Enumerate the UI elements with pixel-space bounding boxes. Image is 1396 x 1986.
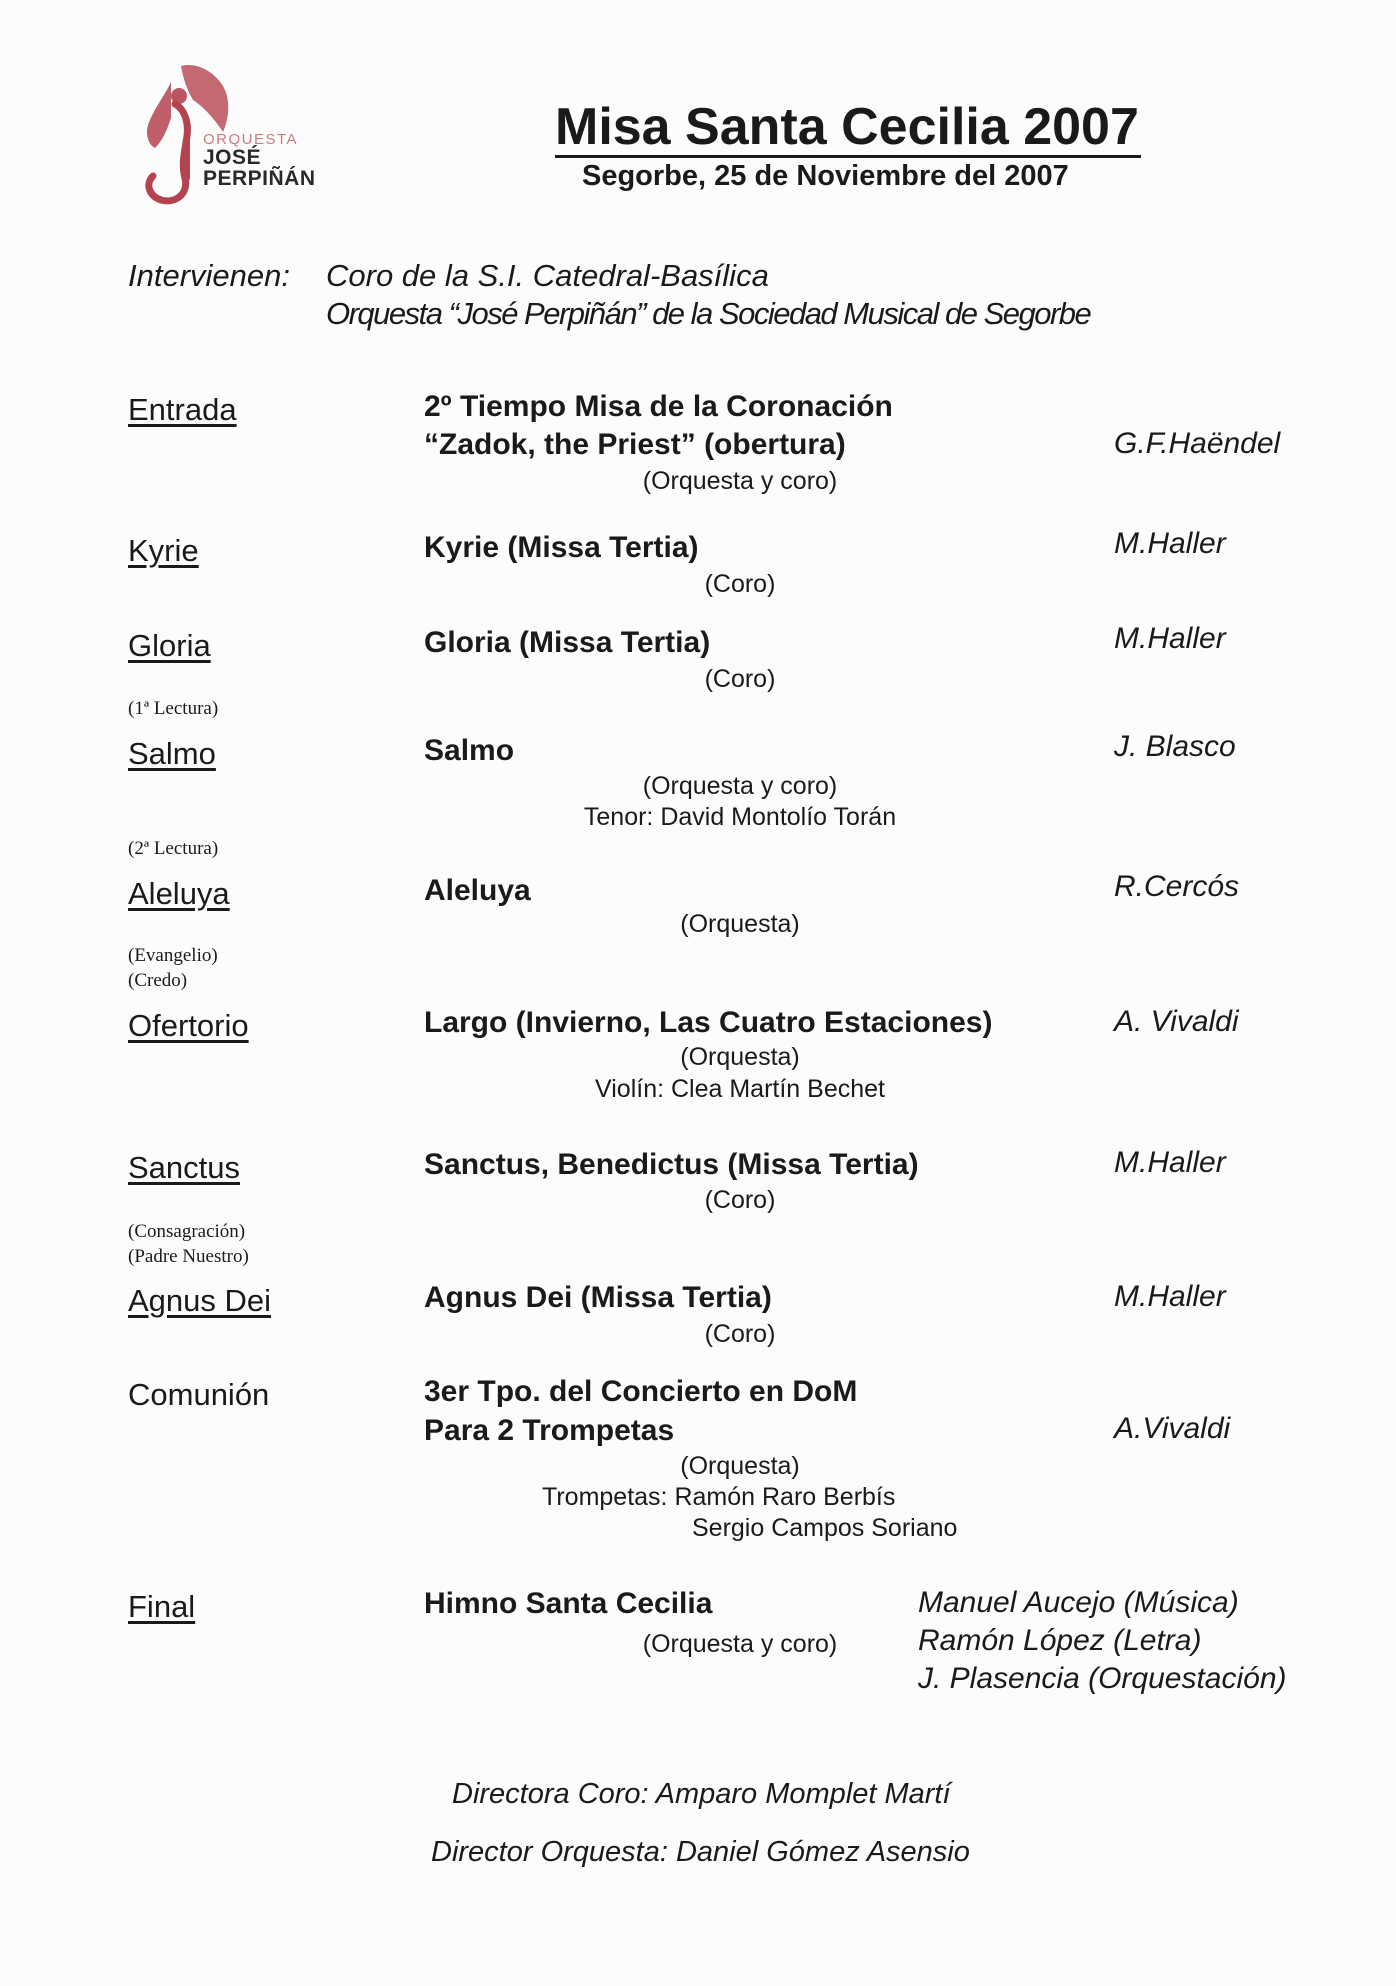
- logo-wordmark: [203, 132, 316, 189]
- section-salmo: Salmo: [128, 736, 216, 771]
- note-consagracion: (Consagración): [128, 1221, 246, 1242]
- performers-ofertorio: (Orquesta): [680, 1043, 800, 1071]
- section-comunion: Comunión: [128, 1377, 270, 1412]
- work-agnus-dei: Agnus Dei (Missa Tertia): [424, 1281, 772, 1314]
- work-aleluya: Aleluya: [424, 874, 531, 907]
- work-final: Himno Santa Cecilia: [424, 1587, 713, 1620]
- work-sanctus: Sanctus, Benedictus (Missa Tertia): [424, 1148, 919, 1181]
- composer-final-lyrics: Ramón López (Letra): [918, 1624, 1202, 1657]
- soloist-salmo: Tenor: David Montolío Torán: [583, 803, 897, 831]
- orchestra-director: Director Orquesta: Daniel Gómez Asensio: [431, 1836, 970, 1868]
- section-kyrie: Kyrie: [128, 533, 199, 568]
- section-agnus-dei: Agnus Dei: [128, 1283, 272, 1318]
- work-entrada-line2: “Zadok, the Priest” (obertura): [424, 428, 846, 461]
- note-evangelio: (Evangelio): [128, 945, 218, 966]
- section-final: Final: [128, 1589, 196, 1624]
- soloist-comunion-1: Trompetas: Ramón Raro Berbís: [542, 1483, 896, 1511]
- note-padre-nuestro: (Padre Nuestro): [128, 1246, 249, 1267]
- performers-salmo: (Orquesta y coro): [642, 772, 838, 800]
- soloist-ofertorio: Violín: Clea Martín Bechet: [595, 1075, 885, 1103]
- performers-sanctus: (Coro): [704, 1186, 776, 1214]
- composer-agnus-dei: M.Haller: [1114, 1280, 1226, 1313]
- soloist-comunion-2: Sergio Campos Soriano: [692, 1514, 958, 1542]
- note-credo: (Credo): [128, 970, 188, 991]
- note-primera-lectura: (1ª Lectura): [128, 698, 219, 719]
- work-kyrie: Kyrie (Missa Tertia): [424, 531, 699, 564]
- note-segunda-lectura: (2ª Lectura): [128, 838, 219, 859]
- composer-entrada: G.F.Haëndel: [1114, 427, 1281, 460]
- composer-aleluya: R.Cercós: [1114, 870, 1240, 903]
- section-entrada: Entrada: [128, 392, 237, 427]
- composer-sanctus: M.Haller: [1114, 1146, 1226, 1179]
- work-gloria: Gloria (Missa Tertia): [424, 626, 711, 659]
- composer-kyrie: M.Haller: [1114, 527, 1226, 560]
- performers-kyrie: (Coro): [704, 570, 776, 598]
- composer-final-music: Manuel Aucejo (Música): [918, 1586, 1239, 1619]
- performers-agnus-dei: (Coro): [704, 1320, 776, 1348]
- intervienen-orchestra: Orquesta “José Perpiñán” de la Sociedad Musical de Segorbe: [326, 296, 1091, 331]
- section-aleluya: Aleluya: [128, 876, 230, 911]
- composer-comunion: A.Vivaldi: [1114, 1412, 1231, 1445]
- composer-salmo: J. Blasco: [1114, 730, 1236, 763]
- section-sanctus: Sanctus: [128, 1150, 241, 1185]
- choir-director: Directora Coro: Amparo Momplet Martí: [452, 1778, 951, 1810]
- composer-ofertorio: A. Vivaldi: [1114, 1005, 1239, 1038]
- performers-final: (Orquesta y coro): [642, 1630, 838, 1658]
- section-ofertorio: Ofertorio: [128, 1008, 249, 1043]
- intervienen-label: Intervienen:: [128, 258, 290, 293]
- work-salmo: Salmo: [424, 734, 515, 767]
- section-gloria: Gloria: [128, 628, 211, 663]
- intervienen-choir: Coro de la S.I. Catedral-Basílica: [326, 258, 769, 293]
- logo-jose-text: JOSÉ: [203, 146, 262, 169]
- performers-gloria: (Coro): [704, 665, 776, 693]
- orchestra-logo: [135, 60, 345, 210]
- performers-comunion: (Orquesta): [680, 1452, 800, 1480]
- work-entrada-line1: 2º Tiempo Misa de la Coronación: [424, 390, 893, 423]
- performers-aleluya: (Orquesta): [680, 910, 800, 938]
- composer-final-orchestration: J. Plasencia (Orquestación): [918, 1662, 1287, 1695]
- page-title: Misa Santa Cecilia 2007: [555, 98, 1139, 156]
- work-comunion-line2: Para 2 Trompetas: [424, 1414, 675, 1447]
- work-comunion-line1: 3er Tpo. del Concierto en DoM: [424, 1375, 858, 1408]
- work-ofertorio: Largo (Invierno, Las Cuatro Estaciones): [424, 1006, 993, 1039]
- composer-gloria: M.Haller: [1114, 622, 1226, 655]
- logo-orquesta-text: ORQUESTA: [203, 131, 299, 148]
- performers-entrada: (Orquesta y coro): [642, 467, 838, 495]
- logo-perpinan-text: PERPIÑÁN: [203, 167, 316, 190]
- page-subtitle: Segorbe, 25 de Noviembre del 2007: [582, 160, 1069, 192]
